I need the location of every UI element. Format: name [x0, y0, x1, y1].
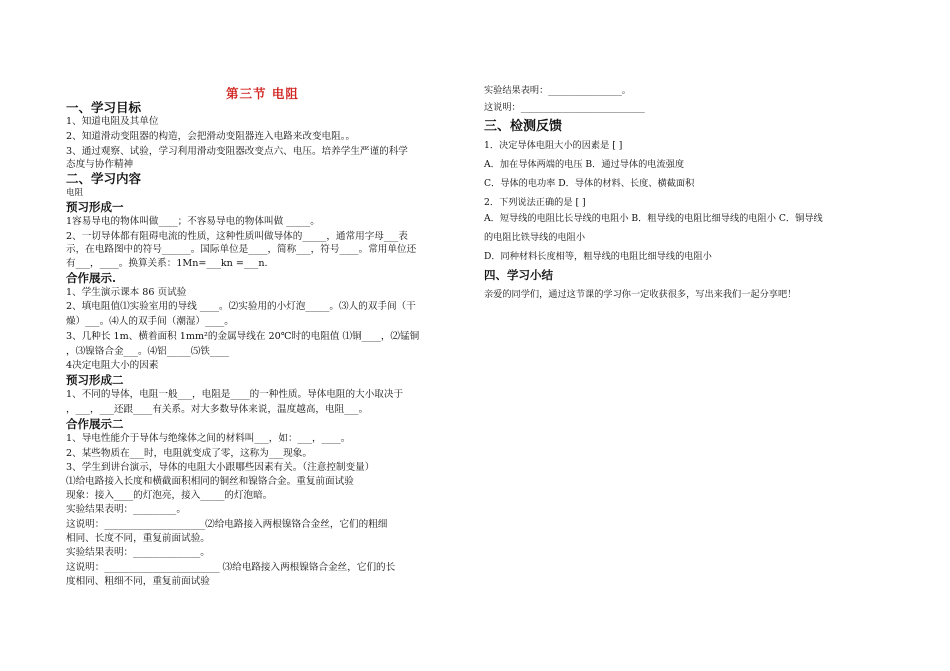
- section-heading: 预习形成一: [66, 200, 124, 214]
- text-line: ，___，___还跟____有关系。对大多数导体来说，温度越高，电阻___。: [66, 404, 369, 415]
- text-line: 相同、长度不同，重复前面试验。: [66, 533, 210, 544]
- text-line: 实验结果表明：________________。: [484, 85, 631, 96]
- text-line: 1、导电性能介于导体与绝缘体之间的材料叫___，如：___，____。: [66, 433, 351, 444]
- section-heading: 一、学习目标: [66, 100, 142, 115]
- text-line: 4决定电阻大小的因素: [66, 360, 159, 371]
- section-heading: 四、学习小结: [484, 268, 553, 282]
- text-line: 3、几种长 1m、横着面积 1mm²的金属导线在 20℃时的电阻值 ⑴铜____，⑵锰铜: [66, 331, 420, 342]
- section-heading: 预习形成二: [66, 373, 124, 387]
- section-heading: 二、学习内容: [66, 171, 142, 186]
- text-line: 这说明：___________________________: [484, 102, 645, 113]
- text-line: 2、某些物质在___时，电阻就变成了零，这称为___现象。: [66, 448, 312, 459]
- text-line: ，⑶镍铬合金___。⑷铝_____⑸铁____: [66, 346, 230, 357]
- text-line: 这说明：_____________________⑵给电路接入两根镍铬合金丝，它们的粗细: [66, 519, 388, 530]
- text-line: 2．下列说法正确的是 [ ]: [484, 197, 586, 208]
- page-title: 第三节 电阻: [226, 86, 299, 101]
- text-line: 亲爱的同学们，通过这节课的学习你一定收获很多，写出来我们一起分享吧！: [484, 289, 797, 300]
- text-line: A．加在导体两端的电压 B．通过导体的电流强度: [484, 159, 685, 170]
- text-line: 实验结果表明：______________。: [66, 547, 210, 558]
- text-line: C．导体的电功率 D．导体的材料、长度、横截面积: [484, 178, 695, 189]
- text-line: 这说明：________________________ ⑶给电路接入两根镍铬合金丝，它们的长: [66, 562, 396, 573]
- text-line: 实验结果表明：_________。: [66, 504, 186, 515]
- section-heading: 合作展示二: [66, 417, 124, 431]
- text-line: D．同种材料长度相等，粗导线的电阻比细导线的电阻小: [484, 251, 712, 262]
- text-line: 现象：接入____的灯泡亮，接入_____的灯泡暗。: [66, 490, 273, 501]
- text-line: 1容易导电的物体叫做____；不容易导电的物体叫做 _____。: [66, 216, 320, 227]
- text-line: 1、知道电阻及其单位: [66, 116, 159, 127]
- text-line: A．短导线的电阻比长导线的电阻小 B．粗导线的电阻比细导线的电阻小 C．铜导线: [484, 213, 823, 224]
- text-line: 燥）___。⑷人的双手间（潮湿）____。: [66, 316, 234, 327]
- text-line: 1．决定导体电阻大小的因素是 [ ]: [484, 140, 623, 151]
- text-line: 示，在电路图中的符号______。国际单位是____，简称___，符号____。常用单位还: [66, 244, 417, 255]
- text-line: 态度与协作精神: [66, 159, 134, 170]
- section-heading: 三、检测反馈: [484, 119, 563, 134]
- text-line: 2、知道滑动变阻器的构造，会把滑动变阻器连入电路来改变电阻。。: [66, 131, 356, 142]
- text-line: 2、一切导体都有阻碍电流的性质，这种性质叫做导体的_____，通常用字母___表: [66, 231, 408, 242]
- text-line: 有___，____。换算关系：1Mn=___kn =___n.: [66, 258, 268, 269]
- section-heading: 合作展示.: [66, 271, 117, 285]
- text-line: 3、通过观察、试验，学习利用滑动变阻器改变点六、电压。培养学生严谨的科学: [66, 146, 408, 157]
- text-line: 度相同、粗细不同，重复前面试验: [66, 576, 210, 587]
- text-line: ⑴给电路接入长度和横截面积相同的铜丝和镍铬合金。重复前面试验: [66, 476, 354, 487]
- text-line: 的电阻比铁导线的电阻小: [484, 232, 586, 243]
- text-line: 1、不同的导体，电阻一般___，电阻是____的一种性质。导体电阻的大小取决于: [66, 389, 404, 400]
- text-line: 2、填电阻值⑴实验室用的导线 ____。⑵实验用的小灯泡_____。⑶人的双手间（干: [66, 301, 416, 312]
- text-line: 3、学生到讲台演示，导体的电阻大小跟哪些因素有关。（注意控制变量）: [66, 462, 375, 473]
- text-line: 1、学生演示课本 86 页试验: [66, 287, 187, 298]
- text-line: 电阻: [66, 188, 84, 198]
